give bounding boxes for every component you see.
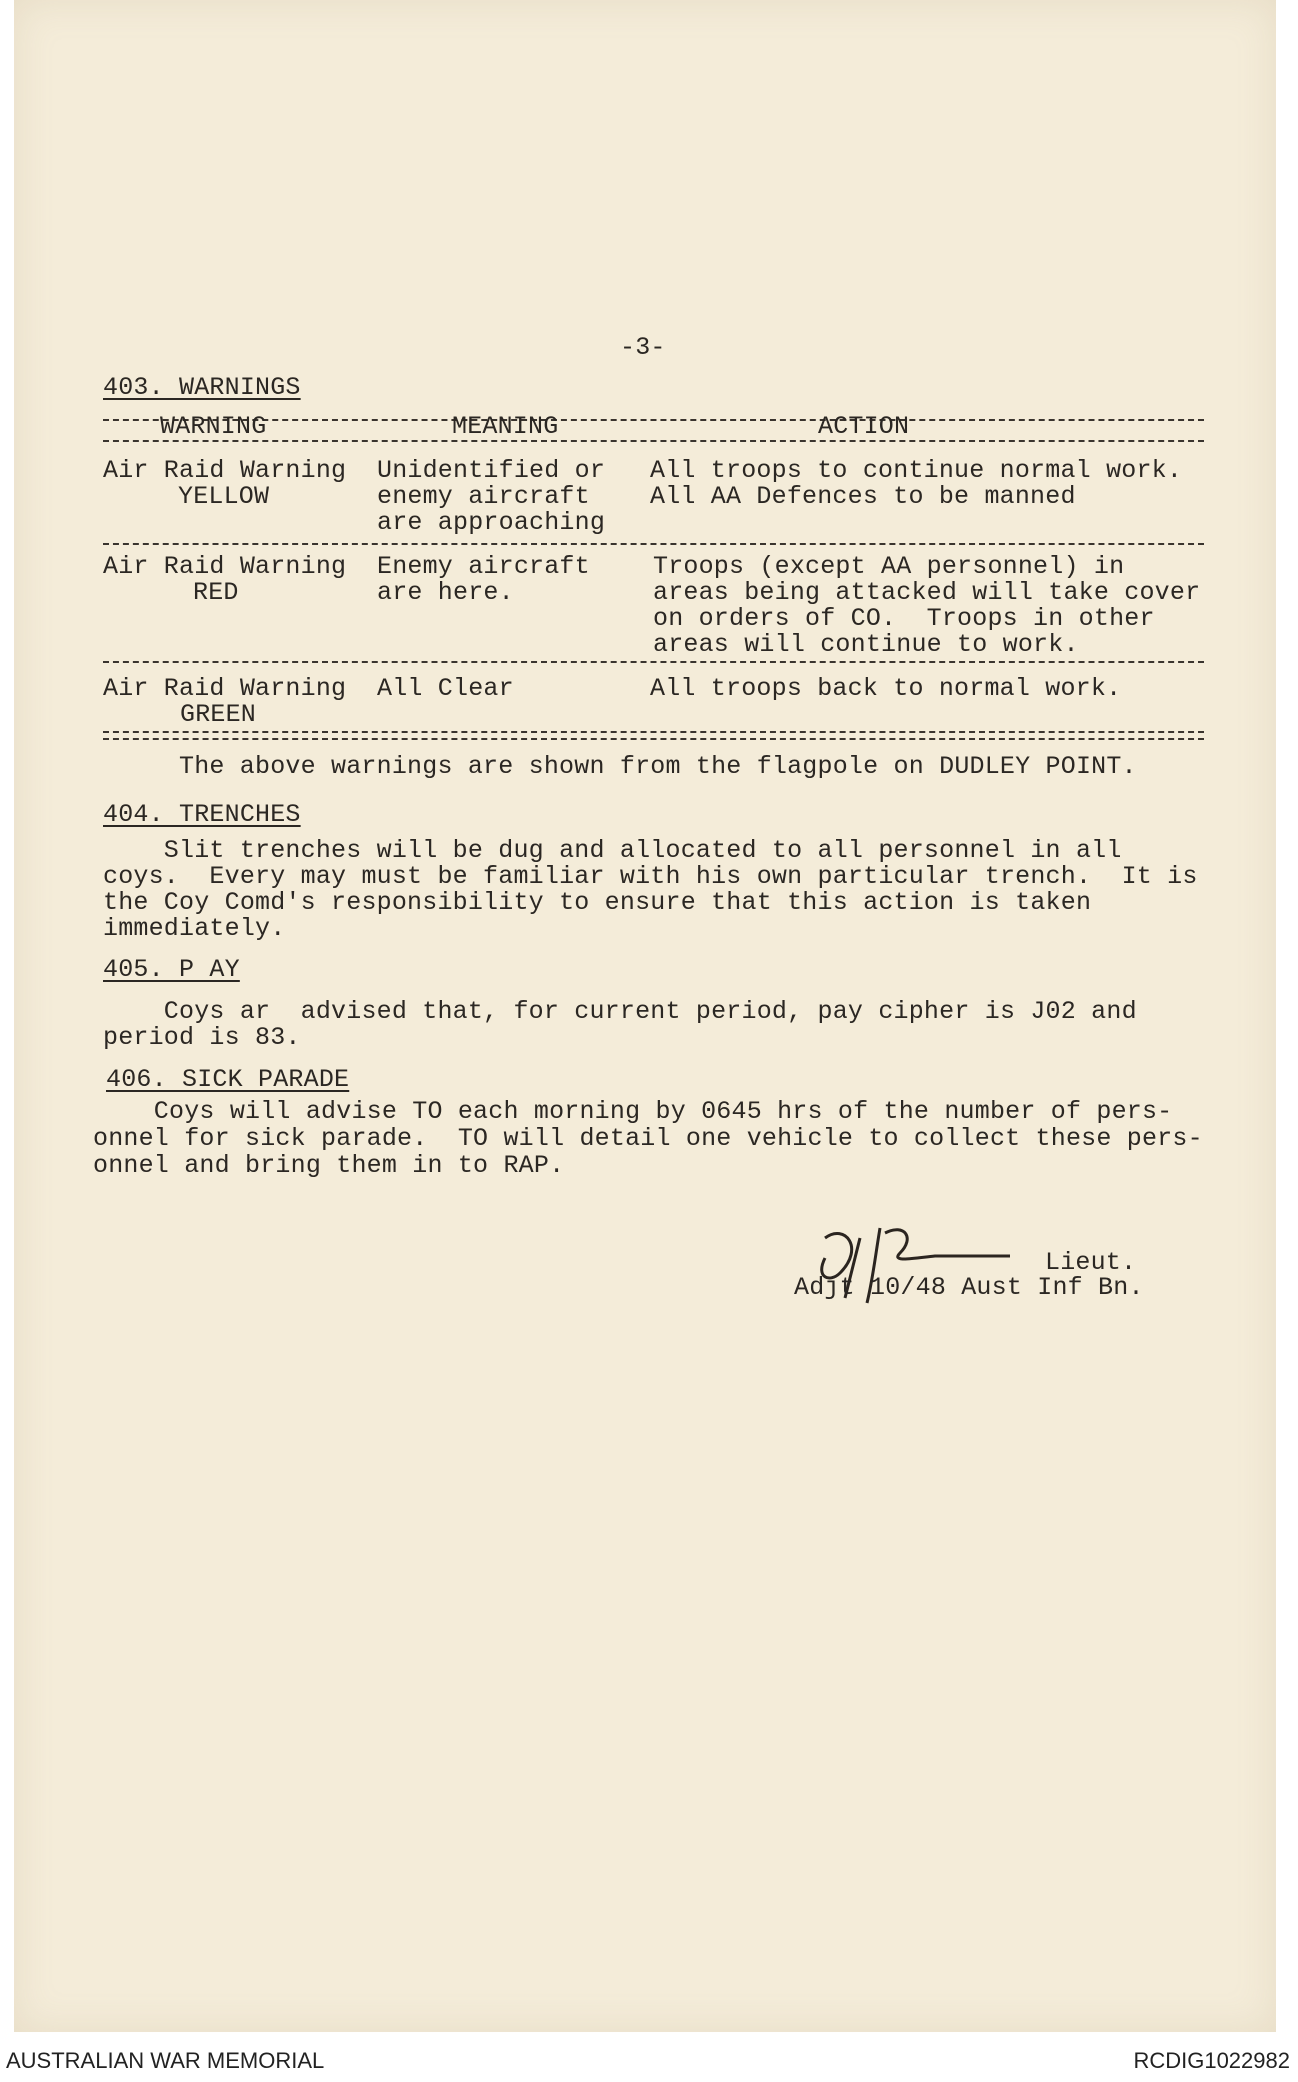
action-cell: areas being attacked will take cover <box>653 578 1201 607</box>
paragraph-line: Coys will advise TO each morning by 0645 hrs of the number of pers- <box>93 1097 1173 1126</box>
paragraph-line: immediately. <box>103 914 286 943</box>
meaning-cell: Enemy aircraft <box>377 552 590 581</box>
meaning-cell: enemy aircraft <box>377 482 590 511</box>
signature-rank: Lieut. <box>1045 1248 1137 1277</box>
warning-cell: Air Raid Warning <box>103 674 347 703</box>
action-cell: All troops to continue normal work. <box>650 456 1183 485</box>
action-cell: All troops back to normal work. <box>650 674 1122 703</box>
footer-institution: AUSTRALIAN WAR MEMORIAL <box>6 2048 325 2073</box>
table-rule <box>103 440 1204 442</box>
warning-color: GREEN <box>180 700 257 729</box>
meaning-cell: are approaching <box>377 508 606 537</box>
action-cell: Troops (except AA personnel) in <box>653 552 1125 581</box>
column-header-warning: WARNING <box>160 412 267 441</box>
paragraph-line: coys. Every may must be familiar with his own particular trench. It is <box>103 862 1198 891</box>
footer-catalog-id: RCDIG1022982 <box>1133 2048 1290 2073</box>
section-heading-warnings: 403. WARNINGS <box>103 373 301 402</box>
paragraph-line: period is 83. <box>103 1023 301 1052</box>
warning-cell: Air Raid Warning <box>103 552 347 581</box>
meaning-cell: Unidentified or <box>377 456 606 485</box>
action-cell: on orders of CO. Troops in other <box>653 604 1155 633</box>
warning-color: YELLOW <box>178 482 270 511</box>
section-heading-pay: 405. P AY <box>103 955 240 984</box>
table-rule <box>103 731 1204 733</box>
table-rule <box>103 543 1204 545</box>
column-header-action: ACTION <box>818 412 910 441</box>
section-heading-sick-parade: 406. SICK PARADE <box>106 1065 350 1094</box>
action-cell: All AA Defences to be manned <box>650 482 1076 511</box>
page-number: -3- <box>620 333 666 362</box>
paragraph-line: Slit trenches will be dug and allocated to all personnel in all <box>103 836 1122 865</box>
warnings-note: The above warnings are shown from the flagpole on DUDLEY POINT. <box>179 752 1137 781</box>
table-rule <box>103 661 1204 663</box>
table-rule <box>103 738 1204 740</box>
section-heading-trenches: 404. TRENCHES <box>103 800 301 829</box>
paragraph-line: the Coy Comd's responsibility to ensure that this action is taken <box>103 888 1092 917</box>
meaning-cell: are here. <box>377 578 514 607</box>
paragraph-line: Coys ar advised that, for current period, pay cipher is J02 and <box>103 997 1137 1026</box>
paragraph-line: onnel and bring them in to RAP. <box>93 1151 565 1180</box>
table-rule <box>103 419 1204 421</box>
meaning-cell: All Clear <box>377 674 514 703</box>
signature-title: Adjt 10/48 Aust Inf Bn. <box>794 1273 1144 1302</box>
warning-cell: Air Raid Warning <box>103 456 347 485</box>
action-cell: areas will continue to work. <box>653 630 1079 659</box>
column-header-meaning: MEANING <box>452 412 559 441</box>
paragraph-line: onnel for sick parade. TO will detail one vehicle to collect these pers- <box>93 1124 1203 1153</box>
warning-color: RED <box>193 578 239 607</box>
